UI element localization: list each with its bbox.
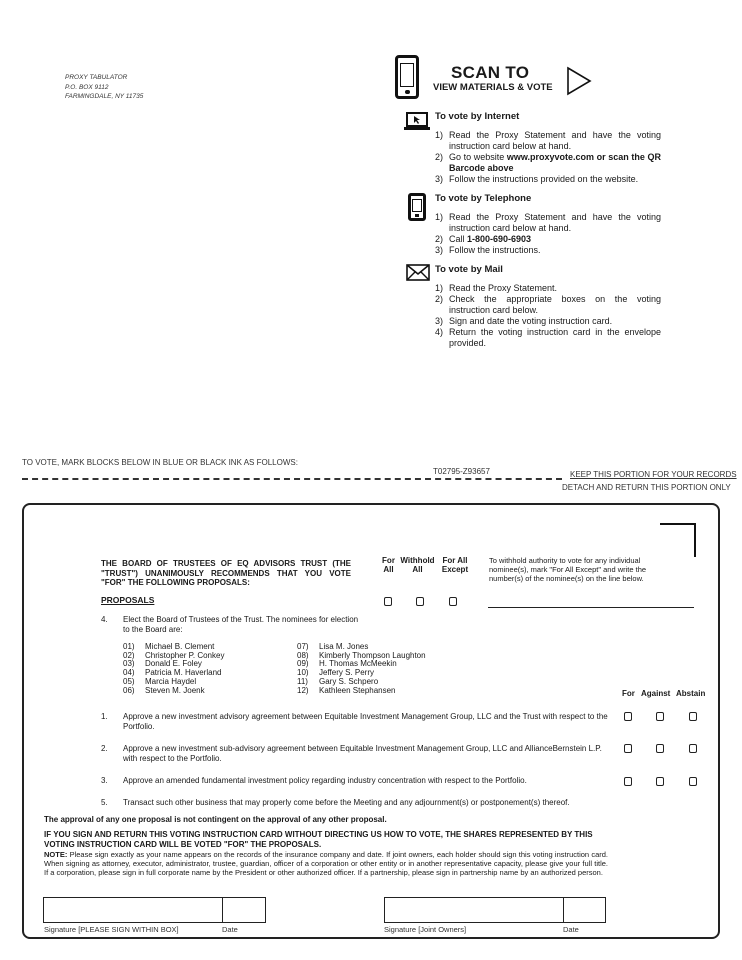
proposal-3-text: Approve an amended fundamental investment policy regarding industry concentration with respect to the Portfolio. <box>123 776 527 785</box>
nominee: 10) Jeffery S. Perry <box>297 668 374 678</box>
nominee: 06) Steven M. Joenk <box>123 685 205 695</box>
list-item: 1) Read the Proxy Statement and have the voting instruction card below at hand. <box>435 130 661 151</box>
proposals-heading: PROPOSALS <box>101 595 155 605</box>
for-all-except-checkbox[interactable] <box>449 597 457 606</box>
website-link[interactable]: www.proxyvote.com or scan the QR Barcode above <box>449 152 661 173</box>
vote-internet-title: To vote by Internet <box>435 111 520 122</box>
list-item: 2) Go to website www.proxyvote.com or scan the QR Barcode above <box>435 152 661 173</box>
signature-label: Signature [PLEASE SIGN WITHIN BOX] <box>44 925 179 934</box>
keep-portion-label: KEEP THIS PORTION FOR YOUR RECORDS <box>570 470 737 479</box>
proposal-4-number: 4. <box>101 615 108 624</box>
nominee: 05) Marcia Haydel <box>123 676 197 686</box>
nominees-right <box>297 643 426 695</box>
for-all-checkbox[interactable] <box>384 597 392 606</box>
col-for-all-except: For All Except <box>441 556 469 574</box>
note-label: NOTE: <box>44 850 68 859</box>
proposal-1-text: Approve a new investment advisory agreement between Equitable Investment Management Group, LLC and the Trust with respect to the Portfolio. <box>123 712 608 731</box>
list-item: 1) Read the Proxy Statement. <box>435 283 558 293</box>
laptop-cursor-icon <box>404 112 430 132</box>
vote-mail-title: To vote by Mail <box>435 264 503 275</box>
proposal-1-abstain-checkbox[interactable] <box>689 712 697 721</box>
vote-col-abstain: Abstain <box>676 689 706 698</box>
list-item: 2) Check the appropriate boxes on the voting instruction card below. <box>435 294 661 315</box>
vote-internet-steps <box>435 130 661 185</box>
proposal-3-number: 3. <box>101 776 108 785</box>
joint-date-box[interactable] <box>563 897 606 923</box>
sender-line-3: FARMINGDALE, NY 11735 <box>65 93 144 100</box>
nominee-number-line[interactable] <box>488 607 694 608</box>
nominees-left <box>123 643 224 695</box>
detach-portion-label: DETACH AND RETURN THIS PORTION ONLY <box>562 483 731 492</box>
vote-col-for: For <box>622 689 635 698</box>
note-text: Please sign exactly as your name appears on the records of the insurance company and date. If joint owners, each holder should sign this voting instruction card. When signing as attorney, executor, administrator, trustee, guardian, officer of a corporation or other entity or in another representative capacity, please give your full title. If a corporation, please sign in full corporate name by the President or other authorized officer. If a partnership, please sign in partnership name by an authorized person. <box>44 850 608 877</box>
sender-line-2: P.O. BOX 9112 <box>65 83 109 91</box>
vote-telephone-steps <box>435 212 661 256</box>
unsigned-card-note: IF YOU SIGN AND RETURN THIS VOTING INSTRUCTION CARD WITHOUT DIRECTING US HOW TO VOTE, THE SHARES REPRESENTED BY THIS VOTING INSTRUCTION CARD WILL BE VOTED "FOR" THE PROPOSALS. <box>44 830 593 849</box>
sender-line-1: PROXY TABULATOR <box>65 74 128 81</box>
col-withhold-all: Withhold All <box>400 556 435 574</box>
sender-address <box>65 73 143 102</box>
control-number: T02795-Z93657 <box>433 467 490 476</box>
signature-box[interactable] <box>43 897 223 923</box>
nominee: 09) H. Thomas McMeekin <box>297 659 397 669</box>
proposal-2-for-checkbox[interactable] <box>624 744 632 753</box>
proposal-2-abstain-checkbox[interactable] <box>689 744 697 753</box>
nominee: 03) Donald E. Foley <box>123 659 202 669</box>
withhold-all-checkbox[interactable] <box>416 597 424 606</box>
proposal-5-text: Transact such other business that may properly come before the Meeting and any adjournment(s) or postponement(s) thereof. <box>123 798 570 807</box>
list-item: 3) Follow the instructions provided on the website. <box>435 174 639 184</box>
phone-number: 1-800-690-6903 <box>467 234 532 244</box>
proposal-4-text: Elect the Board of Trustees of the Trust. The nominees for election to the Board are: <box>123 615 359 634</box>
joint-date-label: Date <box>563 925 579 934</box>
nominee: 08) Kimberly Thompson Laughton <box>297 650 426 660</box>
nominee: 04) Patricia M. Haverland <box>123 668 222 678</box>
envelope-icon <box>406 264 430 281</box>
contingent-note: The approval of any one proposal is not contingent on the approval of any other proposal. <box>44 815 387 824</box>
list-item: 4) Return the voting instruction card in the envelope provided. <box>435 327 661 348</box>
mobile-phone-icon <box>395 55 419 99</box>
proposal-3-for-checkbox[interactable] <box>624 777 632 786</box>
board-recommendation: THE BOARD OF TRUSTEES OF EQ ADVISORS TRUST (THE "TRUST") UNANIMOUSLY RECOMMENDS THAT YOU VOTE "FOR" THE FOLLOWING PROPOSALS: <box>101 559 351 587</box>
proposal-2-text: Approve a new investment sub-advisory agreement between Equitable Investment Management Group, LLC and AllianceBernstein L.P. with respect to the Portfolio. <box>123 744 602 763</box>
joint-signature-box[interactable] <box>384 897 564 923</box>
proposal-2-number: 2. <box>101 744 108 753</box>
signing-note <box>44 851 608 877</box>
nominee: 12) Kathleen Stephansen <box>297 685 396 695</box>
proposal-3-against-checkbox[interactable] <box>656 777 664 786</box>
proposal-2-against-checkbox[interactable] <box>656 744 664 753</box>
vote-telephone-title: To vote by Telephone <box>435 193 532 204</box>
list-item: 1) Read the Proxy Statement and have the voting instruction card below at hand. <box>435 212 661 233</box>
list-item: 3) Follow the instructions. <box>435 245 541 255</box>
scan-title: SCAN TO <box>451 63 530 82</box>
proposal-1-against-checkbox[interactable] <box>656 712 664 721</box>
list-item: 3) Sign and date the voting instruction card. <box>435 316 613 326</box>
nominee: 02) Christopher P. Conkey <box>123 650 225 660</box>
nominee: 07) Lisa M. Jones <box>297 642 369 651</box>
detach-line <box>22 478 562 480</box>
scan-subtitle: VIEW MATERIALS & VOTE <box>433 82 553 93</box>
nominee: 11) Gary S. Schpero <box>297 676 379 686</box>
list-item: 2) Call 1-800-690-6903 <box>435 234 532 244</box>
proposal-5-number: 5. <box>101 798 108 807</box>
joint-signature-label: Signature [Joint Owners] <box>384 925 467 934</box>
withhold-instruction: To withhold authority to vote for any individual nominee(s), mark "For All Except" and write the number(s) of the nominee(s) on the line below. <box>489 556 647 583</box>
proposal-1-number: 1. <box>101 712 108 721</box>
mark-instruction: TO VOTE, MARK BLOCKS BELOW IN BLUE OR BLACK INK AS FOLLOWS: <box>22 458 298 467</box>
vote-mail-steps <box>435 283 661 349</box>
col-for-all: For All <box>382 556 395 574</box>
play-arrow-icon <box>566 66 592 96</box>
date-box[interactable] <box>222 897 266 923</box>
proposal-3-abstain-checkbox[interactable] <box>689 777 697 786</box>
date-label: Date <box>222 925 238 934</box>
proposal-1-for-checkbox[interactable] <box>624 712 632 721</box>
vote-col-against: Against <box>641 689 671 698</box>
nominee: 01) Michael B. Clement <box>123 642 215 651</box>
corner-mark <box>660 523 696 557</box>
telephone-icon <box>408 193 426 221</box>
